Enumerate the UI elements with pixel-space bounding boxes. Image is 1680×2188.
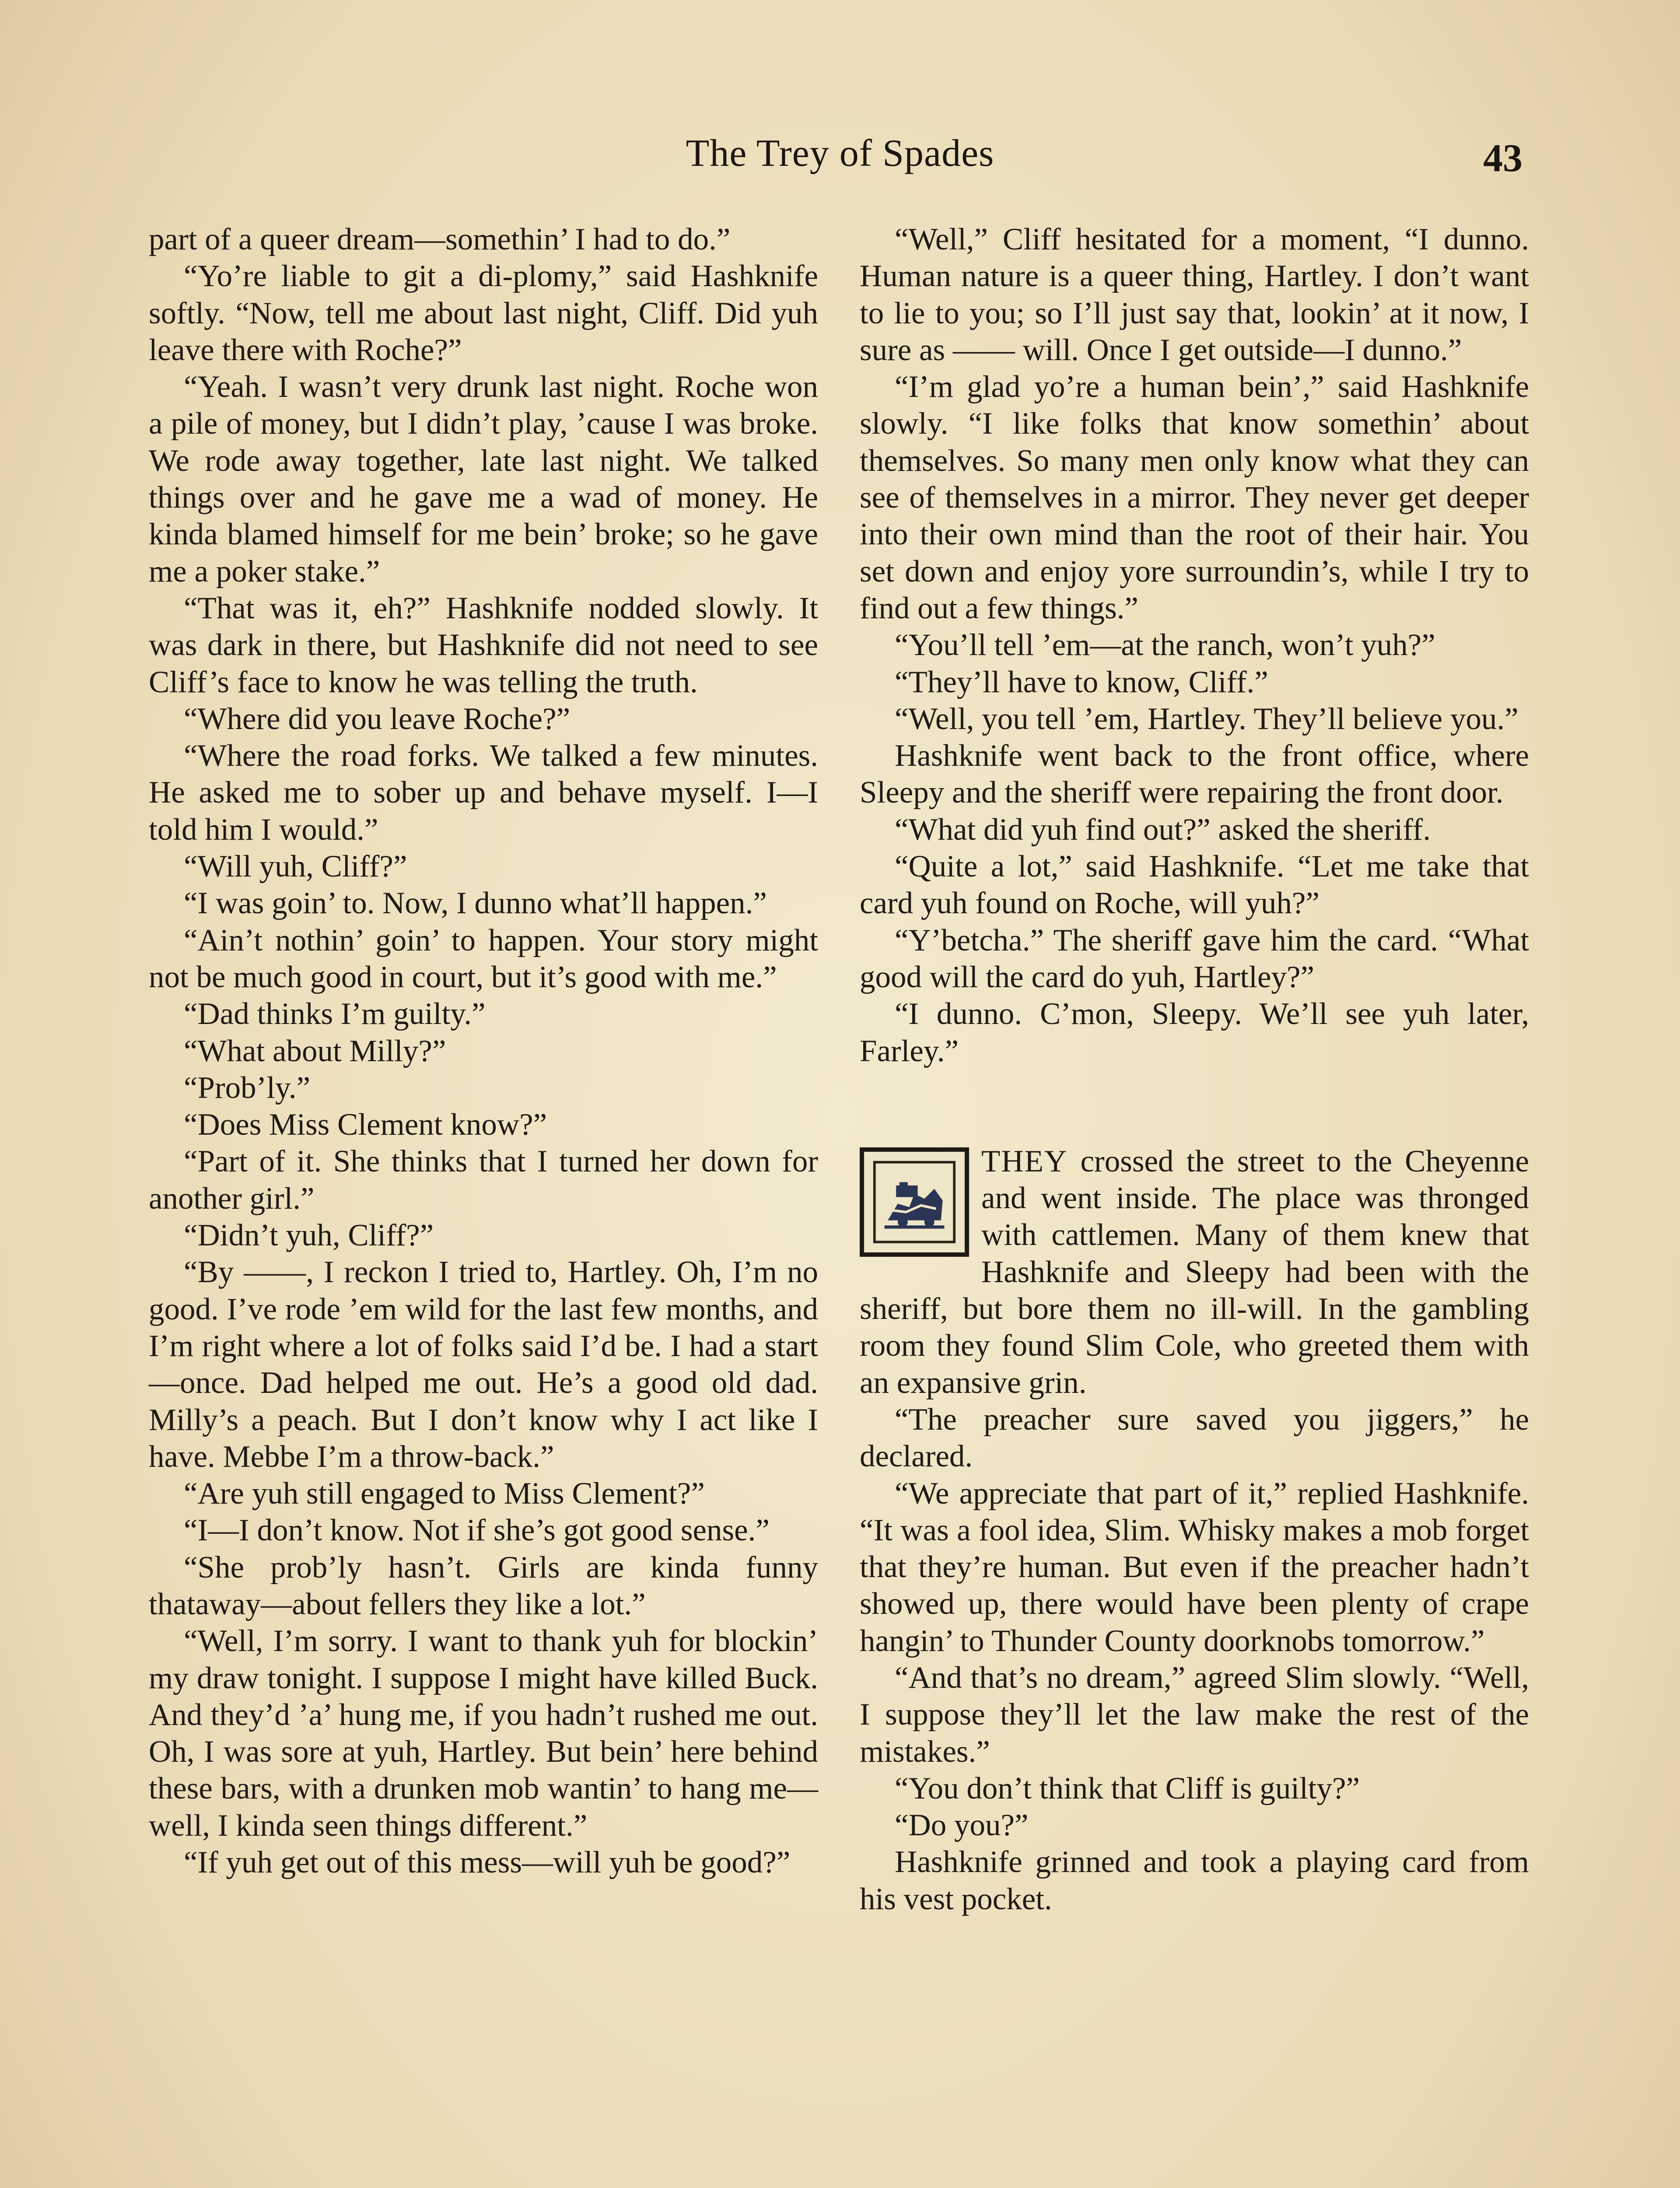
paragraph: “Part of it. She thinks that I turned her down for another girl.” — [149, 1144, 818, 1216]
section-lead-text: crossed the street to the Cheyenne and went inside. The place was thronged with cattlemen. Many of them knew that Hashknife and Sleepy had been with the sheriff, but bore them no ill-will. In the gambling room they found Slim Cole, who greeted them with an expansive grin. — [860, 1144, 1529, 1400]
section-ornament-icon — [860, 1147, 969, 1257]
paragraph: Hashknife grinned and took a playing card from his vest pocket. — [860, 1845, 1529, 1916]
right-column — [860, 221, 1529, 1918]
paragraph: “You don’t think that Cliff is guilty?” — [895, 1771, 1360, 1806]
paragraph: “Yeah. I wasn’t very drunk last night. Roche won a pile of money, but I didn’t play, ’cause I was broke. We rode away together, late last night. We talked things over and he gave me a wad of money. He kinda blamed himself for me bein’ broke; so he gave me a poker stake.” — [149, 370, 818, 589]
paragraph: “Where the road forks. We talked a few minutes. He asked me to sober up and behave myself. I—I told him I would.” — [149, 739, 818, 847]
section-lead-word: THEY — [981, 1144, 1068, 1178]
page-number: 43 — [1483, 137, 1522, 180]
left-column — [149, 221, 818, 1881]
paragraph: “By ——, I reckon I tried to, Hartley. Oh, I’m no good. I’ve rode ’em wild for the last few months, and I’m right where a lot of folks said I’d be. I had a start—once. Dad helped me out. He’s a good old dad. Milly’s a peach. But I don’t know why I act like I have. Mebbe I’m a throw-back.” — [149, 1255, 818, 1474]
paragraph: “Quite a lot,” said Hashknife. “Let me take that card yuh found on Roche, will yuh?” — [860, 849, 1529, 921]
paragraph: “They’ll have to know, Cliff.” — [895, 665, 1268, 699]
paragraph: “Will yuh, Cliff?” — [184, 849, 407, 884]
paragraph: “Y’betcha.” The sheriff gave him the card. “What good will the card do yuh, Hartley?” — [860, 923, 1529, 994]
paragraph: “What did yuh find out?” asked the sheriff. — [895, 812, 1431, 847]
paragraph: “We appreciate that part of it,” replied Hashknife. “It was a fool idea, Slim. Whisky makes a mob forget that they’re human. But even if the preacher hadn’t showed up, there would have been plenty of crape hangin’ to Thunder County doorknobs tomorrow.” — [860, 1476, 1529, 1658]
paragraph: “I—I don’t know. Not if she’s got good sense.” — [184, 1513, 770, 1548]
paragraph: part of a queer dream—somethin’ I had to do.” — [149, 222, 731, 256]
paragraph: “Are yuh still engaged to Miss Clement?” — [184, 1476, 705, 1511]
paragraph: “Do you?” — [895, 1808, 1029, 1843]
paragraph: “I dunno. C’mon, Sleepy. We’ll see yuh later, Farley.” — [860, 997, 1529, 1068]
paragraph: “You’ll tell ’em—at the ranch, won’t yuh?” — [895, 628, 1435, 663]
section-opening — [860, 1143, 1529, 1401]
paragraph: “Well, I’m sorry. I want to thank yuh for blockin’ my draw tonight. I suppose I might have killed Buck. And they’d ’a’ hung me, if you hadn’t rushed me out. Oh, I was sore at yuh, Hartley. But bein’ here behind these bars, with a drunken mob wantin’ to hang me—well, I kinda seen things different.” — [149, 1624, 818, 1843]
paragraph: “Yo’re liable to git a di-plomy,” said Hashknife softly. “Now, tell me about last night, Cliff. Did yuh leave there with Roche?” — [149, 259, 818, 367]
running-head: The Trey of Spades — [686, 132, 994, 175]
paragraph: “Didn’t yuh, Cliff?” — [184, 1218, 434, 1253]
paragraph: “Where did you leave Roche?” — [184, 701, 570, 736]
paragraph: “Ain’t nothin’ goin’ to happen. Your story might not be much good in court, but it’s good with me.” — [149, 923, 818, 994]
section-break — [860, 1069, 1529, 1143]
paragraph: “She prob’ly hasn’t. Girls are kinda funny thataway—about fellers they like a lot.” — [149, 1550, 818, 1621]
paragraph: “That was it, eh?” Hashknife nodded slowly. It was dark in there, but Hashknife did not need to see Cliff’s face to know he was telling the truth. — [149, 591, 818, 699]
paragraph: “Prob’ly.” — [184, 1070, 311, 1105]
paragraph: Hashknife went back to the front office, where Sleepy and the sheriff were repairing the front door. — [860, 739, 1529, 810]
paragraph: “If yuh get out of this mess—will yuh be good?” — [184, 1845, 791, 1880]
paragraph: “I’m glad yo’re a human bein’,” said Hashknife slowly. “I like folks that know somethin’ about themselves. So many men only know what they can see of themselves in a mirror. They never get deeper into their own mind than the root of their hair. You set down and enjoy yore surroundin’s, while I try to find out a few things.” — [860, 370, 1529, 625]
paragraph: “And that’s no dream,” agreed Slim slowly. “Well, I suppose they’ll let the law make the rest of the mistakes.” — [860, 1660, 1529, 1769]
paragraph: “I was goin’ to. Now, I dunno what’ll happen.” — [184, 886, 767, 921]
paragraph: “What about Milly?” — [184, 1034, 446, 1068]
paragraph: “Well, you tell ’em, Hartley. They’ll believe you.” — [895, 701, 1519, 736]
paragraph: “Well,” Cliff hesitated for a moment, “I dunno. Human nature is a queer thing, Hartley. I don’t want to lie to you; so I’ll just say that, lookin’ at it now, I sure as —— will. Once I get outside—I dunno.” — [860, 222, 1529, 367]
paragraph: “Dad thinks I’m guilty.” — [184, 997, 486, 1031]
paragraph: “The preacher sure saved you jiggers,” he declared. — [860, 1402, 1529, 1474]
paragraph: “Does Miss Clement know?” — [184, 1108, 547, 1142]
